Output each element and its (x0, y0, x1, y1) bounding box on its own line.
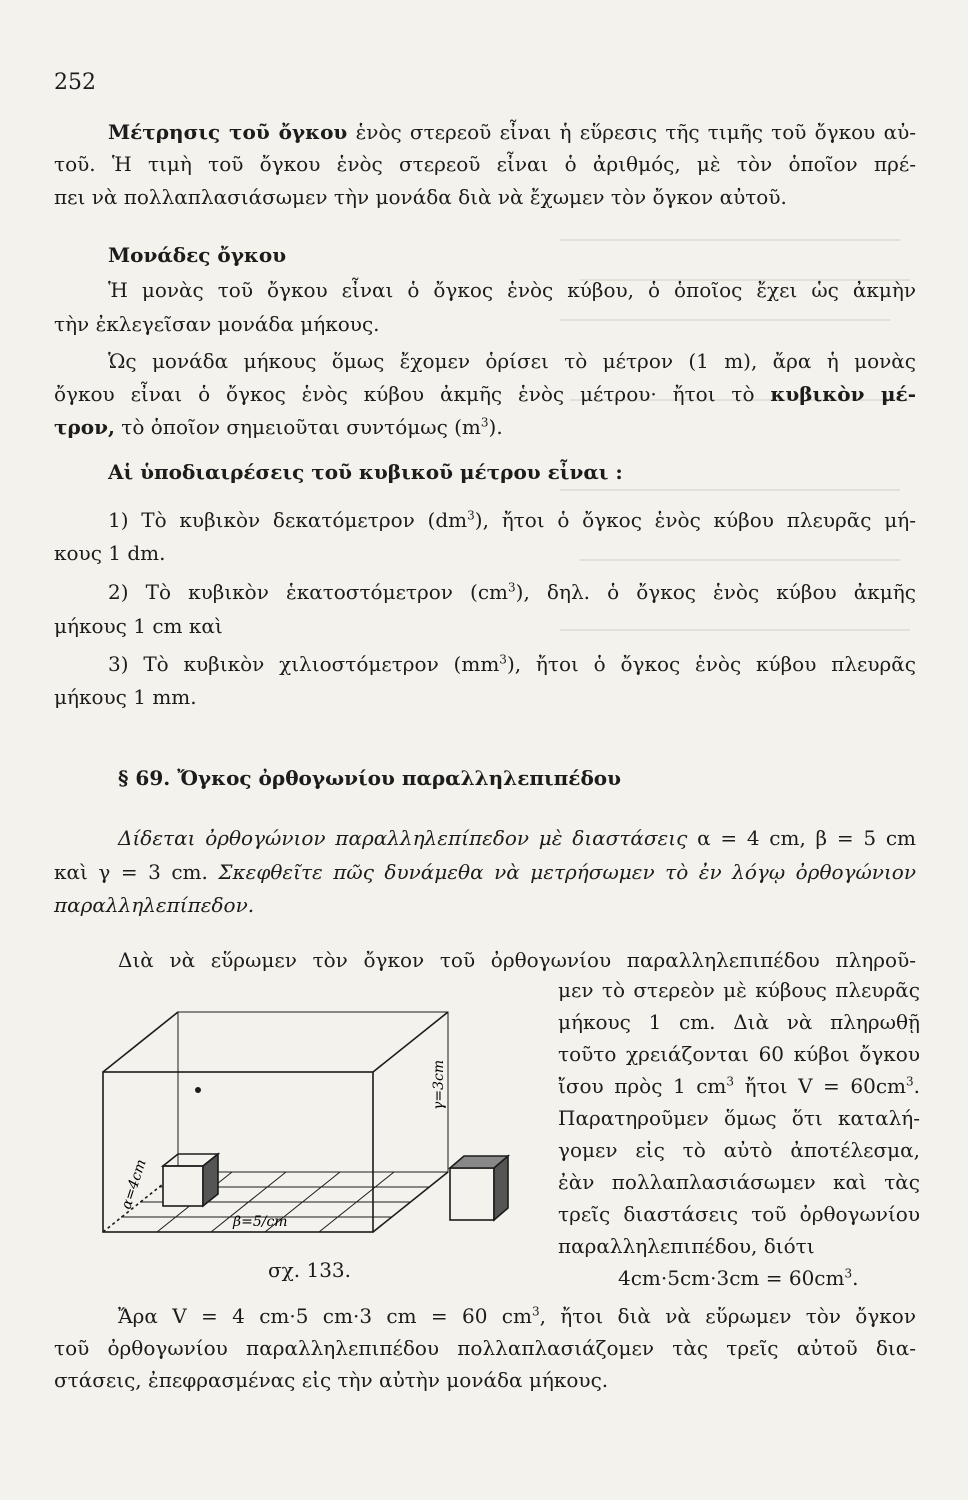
superscript: 3 (905, 1074, 914, 1089)
solution-side-line-4: Παρατηροῦμεν ὅμως ὅτι καταλή- (558, 1106, 920, 1130)
problem-dimensions: α = 4 cm, β = 5 cm (697, 826, 917, 850)
meter-line-2 (54, 380, 916, 408)
subdivision-text: 1) Τὸ κυβικὸν δεκατόμετρον (dm (108, 508, 468, 532)
problem-line-1 (118, 824, 916, 852)
problem-question: Σκεφθεῖτε πῶς δυνάμεθα νὰ μετρήσωμεν τὸ ἐν λόγῳ ὀρθογώνιον (218, 860, 916, 884)
problem-dimension-gamma: καὶ γ = 3 cm. (54, 860, 208, 884)
volume-text: ἴσου πρὸς 1 cm (558, 1074, 727, 1098)
volume-text: ἤτοι V = 60cm (734, 1074, 906, 1098)
solution-volume-line (558, 1072, 920, 1100)
solution-side-line-7: τρεῖς διαστάσεις τοῦ ὀρθογωνίου (558, 1202, 920, 1226)
product-text: 4cm·5cm·3cm = 60cm (618, 1266, 845, 1290)
box-back-face (178, 1012, 448, 1172)
product-text: . (852, 1266, 859, 1290)
subdivision-text: 2) Τὸ κυβικὸν ἑκατοστόμετρον (cm (108, 580, 509, 604)
solution-side-line-5: γομεν εἰς τὸ αὐτὸ ἀποτέλεσμα, (558, 1138, 920, 1162)
measure-line-3: πει νὰ πολλαπλασιάσωμεν τὴν μονάδα διὰ νὰ ἔχωμεν τὸν ὄγκον αὐτοῦ. (54, 185, 787, 209)
section-number: § 69. (118, 766, 171, 790)
meter-line-2-text: ὄγκου εἶναι ὁ ὄγκος ἑνὸς κύβου ἀκμῆς ἑνὸς μέτρου· ἤτοι τὸ (54, 382, 755, 406)
box-front-face (103, 1072, 373, 1232)
figure-133-box-diagram (58, 1000, 538, 1250)
superscript: 3 (499, 652, 507, 667)
conclusion-line-1 (118, 1302, 916, 1330)
superscript: 3 (508, 580, 516, 595)
solution-side-line-8: παραλληλεπιπέδου, διότι (558, 1234, 815, 1258)
section-title: Ὄγκος ὀρθογωνίου παραλληλεπιπέδου (177, 766, 622, 790)
conclusion-text: Ἄρα V = 4 cm·5 cm·3 cm = 60 cm (118, 1304, 532, 1328)
superscript: 3 (531, 1304, 540, 1319)
unit-line-2: τὴν ἐκλεγεῖσαν μονάδα μήκους. (54, 312, 380, 336)
solution-line-1: Διὰ νὰ εὕρωμεν τὸν ὄγκον τοῦ ὀρθογωνίου παραλληλεπιπέδου πληροῦ- (118, 948, 916, 972)
subdivision-1-line-2: κους 1 dm. (54, 541, 166, 565)
subdivision-text: ), ἤτοι ὁ ὄγκος ἑνὸς κύβου πλευρᾶς (506, 652, 916, 676)
meter-line-3-text: τὸ ὁποῖον σημειοῦται συντόμως (m (121, 415, 481, 439)
solution-side-line-2: μήκους 1 cm. Διὰ νὰ πληρωθῇ (558, 1010, 920, 1034)
superscript: 3 (480, 415, 489, 430)
figure-caption: σχ. 133. (268, 1258, 352, 1282)
subdivision-1-line-1 (108, 506, 916, 534)
subdivision-text: ), δηλ. ὁ ὄγκος ἑνὸς κύβου ἀκμῆς (515, 580, 916, 604)
cubic-meter-term: κυβικὸν μέ- (770, 382, 917, 406)
cubic-meter-term-end: τρον, (54, 415, 115, 439)
problem-line-2 (54, 858, 916, 886)
page-number: 252 (54, 70, 96, 95)
solution-side-line-6: ἐὰν πολλαπλασιάσωμεν καὶ τὰς (558, 1170, 920, 1194)
measure-line-1 (108, 118, 916, 146)
solution-side-line-1: μεν τὸ στερεὸν μὲ κύβους πλευρᾶς (558, 978, 920, 1002)
volume-text: . (913, 1074, 920, 1098)
product-line (618, 1264, 858, 1292)
unit-cube-inner-side (203, 1154, 218, 1206)
meter-line-3 (54, 413, 503, 441)
label-a: α=4cm (118, 1157, 150, 1212)
subdivision-2-line-1 (108, 578, 916, 606)
label-g: γ=3cm (431, 1059, 447, 1110)
measure-line-2: τοῦ. Ἡ τιμὴ τοῦ ὄγκου ἑνὸς στερεοῦ εἶναι ὁ ἀριθμός, μὲ τὸν ὁποῖον πρέ- (54, 152, 916, 176)
problem-text: Δίδεται ὀρθογώνιον παραλληλεπίπεδον μὲ διαστάσεις (118, 826, 688, 850)
conclusion-text: , ἤτοι διὰ νὰ εὕρωμεν τὸν ὄγκον (539, 1304, 916, 1328)
subdivision-text: ), ἤτοι ὁ ὄγκος ἑνὸς κύβου πλευρᾶς μή- (474, 508, 916, 532)
measure-term: Μέτρησις τοῦ ὄγκου (108, 120, 348, 144)
subdivision-2-line-2: μήκους 1 cm καὶ (54, 614, 223, 638)
subdivision-3-line-1 (108, 650, 916, 678)
section-heading (118, 764, 621, 792)
box-edge (103, 1012, 178, 1072)
unit-cube-outer (450, 1168, 494, 1220)
superscript: 3 (726, 1074, 735, 1089)
meter-line-3-end: ). (488, 415, 503, 439)
subdivisions-heading: Αἱ ὑποδιαιρέσεις τοῦ κυβικοῦ μέτρου εἶναι : (108, 460, 623, 484)
superscript: 3 (844, 1266, 853, 1281)
unit-line-1: Ἡ μονὰς τοῦ ὄγκου εἶναι ὁ ὄγκος ἑνὸς κύβου, ὁ ὁποῖος ἔχει ὡς ἀκμὴν (108, 278, 916, 302)
conclusion-line-2: τοῦ ὀρθογωνίου παραλληλεπιπέδου πολλαπλασιάζομεν τὰς τρεῖς αὐτοῦ δια- (54, 1336, 916, 1360)
conclusion-line-3: στάσεις, ἐπεφρασμένας εἰς τὴν αὐτὴν μονάδα μήκους. (54, 1368, 609, 1392)
solution-side-line-3: τοῦτο χρειάζονται 60 κύβοι ὄγκου (558, 1042, 920, 1066)
subdivision-text: 3) Τὸ κυβικὸν χιλιοστόμετρον (mm (108, 652, 500, 676)
meter-line-1: Ὡς μονάδα μήκους ὅμως ἔχομεν ὁρίσει τὸ μέτρον (1 m), ἄρα ἡ μονὰς (108, 349, 916, 373)
problem-line-3: παραλληλεπίπεδον. (54, 893, 255, 917)
unit-cube-inner (163, 1166, 203, 1206)
figure-dot (195, 1087, 201, 1093)
units-heading: Μονάδες ὄγκου (108, 243, 287, 267)
subdivision-3-line-2: μήκους 1 mm. (54, 685, 197, 709)
superscript: 3 (467, 508, 475, 523)
label-b: β=5/cm (233, 1214, 288, 1230)
measure-line-1-text: ἑνὸς στερεοῦ εἶναι ἡ εὕρεσις τῆς τιμῆς τοῦ ὄγκου αὐ- (355, 120, 916, 144)
